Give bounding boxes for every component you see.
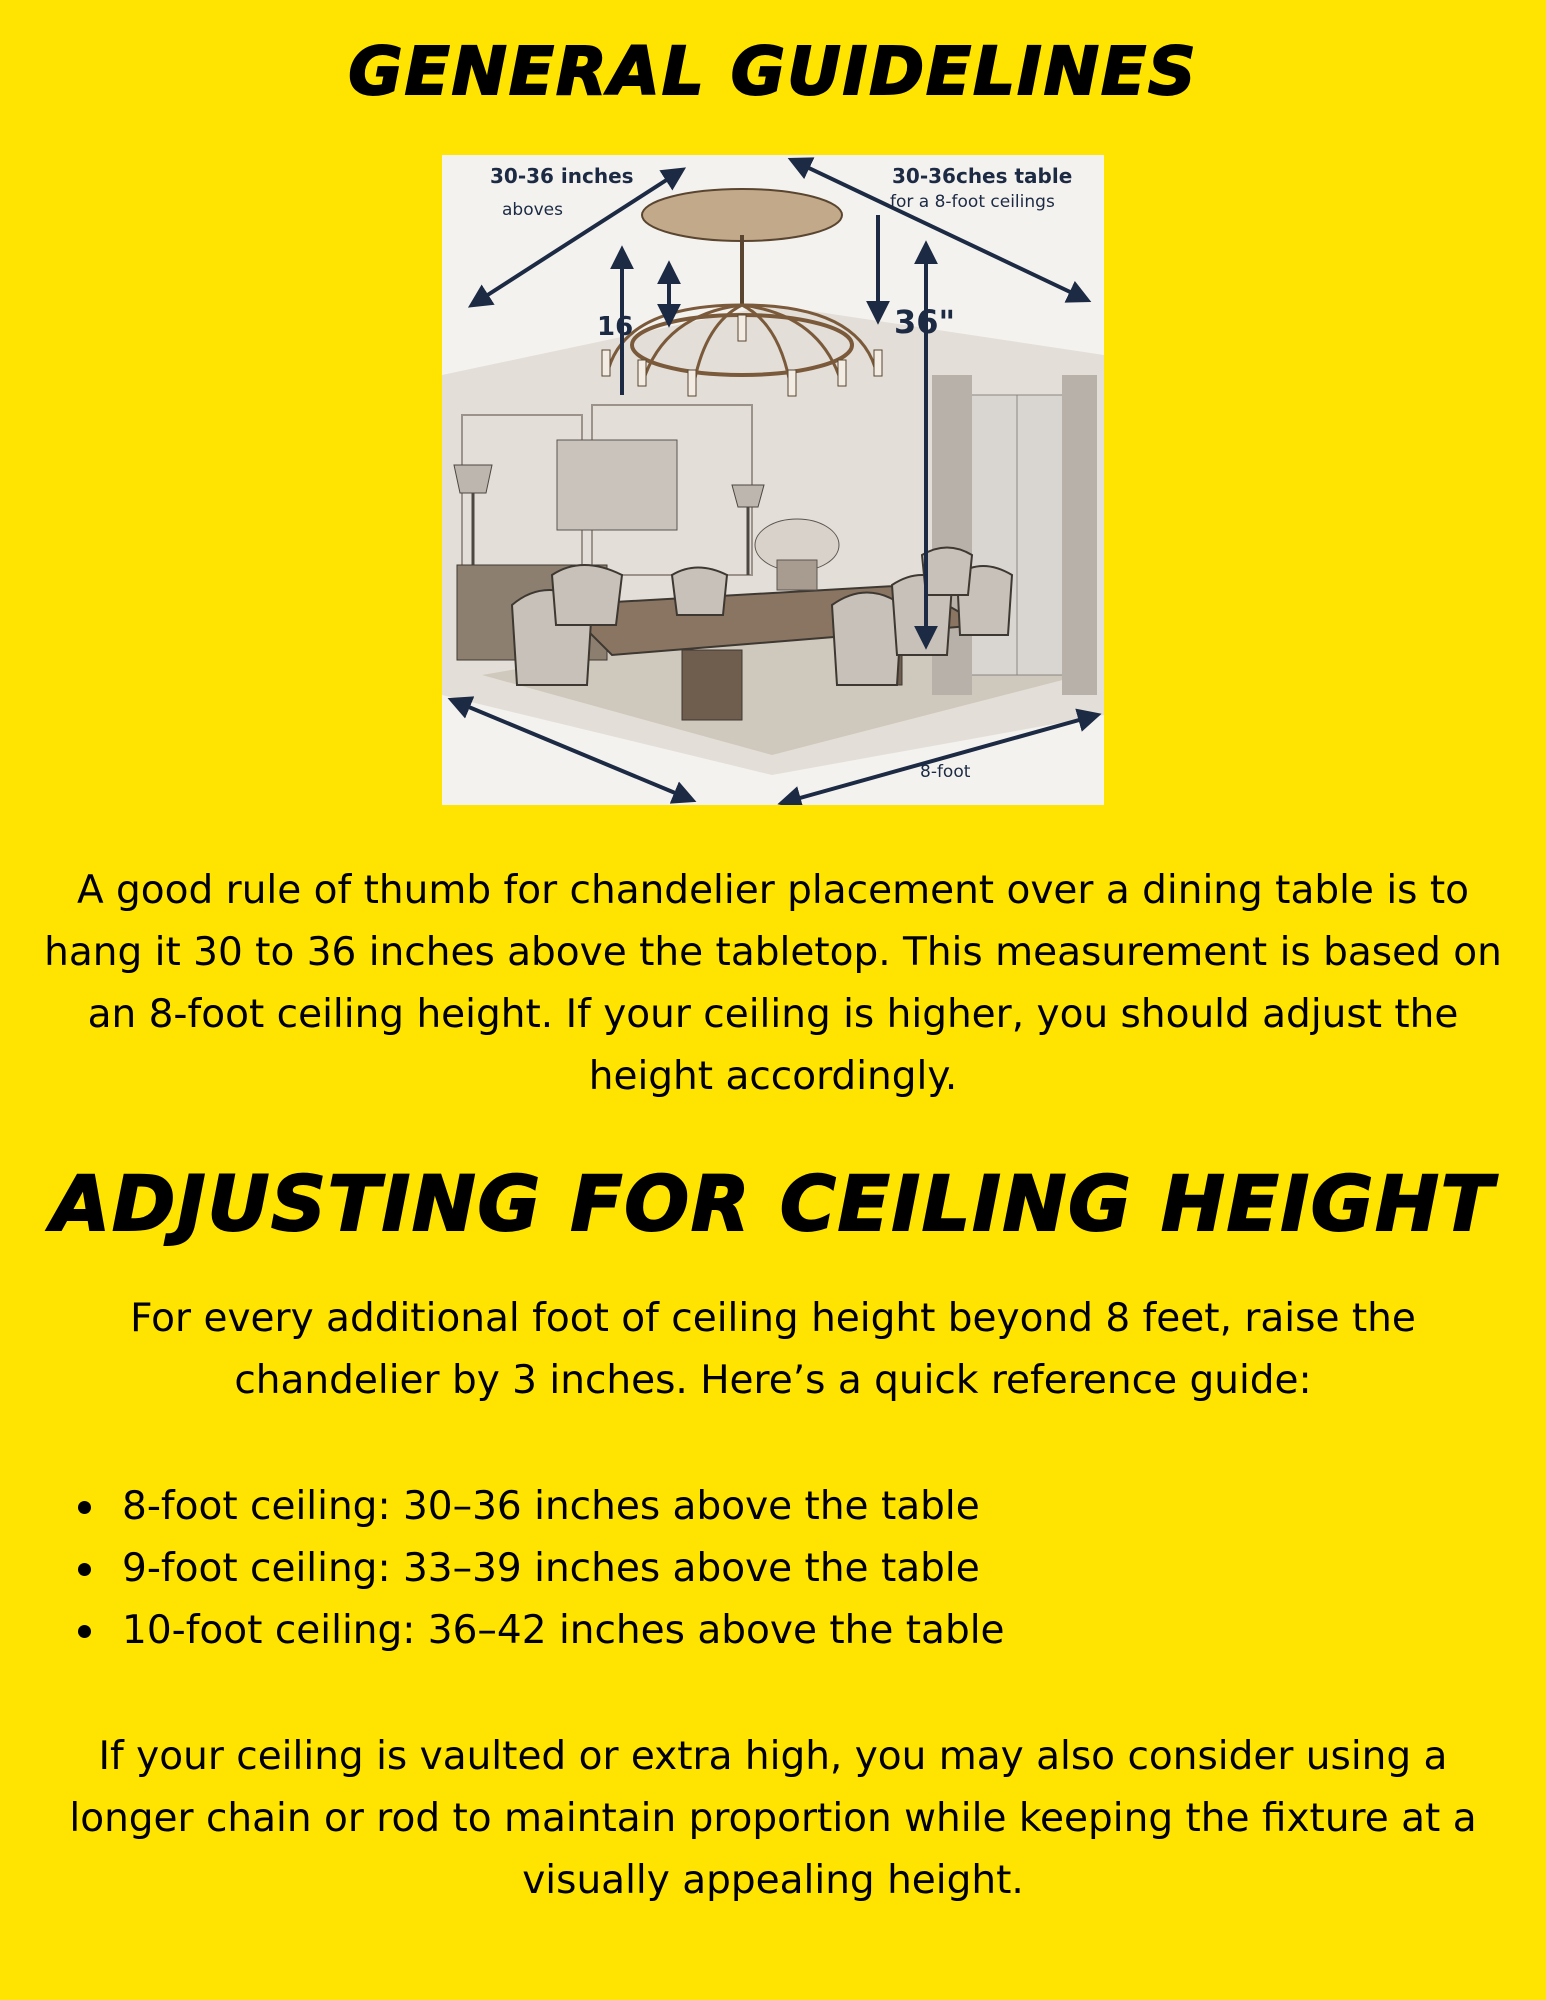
section-heading-adjusting-ceiling-height: ADJUSTING FOR CEILING HEIGHT: [51, 1159, 1495, 1248]
list-item: [60, 1476, 1005, 1538]
section-heading-general-guidelines: GENERAL GUIDELINES: [348, 33, 1198, 110]
bullet-icon: [78, 1501, 91, 1514]
label-top-left-2: aboves: [502, 200, 563, 220]
list-item-text: 9-foot ceiling: 33–39 inches above the table: [122, 1546, 980, 1591]
label-right-measure: 36": [894, 303, 956, 341]
bullet-icon: [78, 1625, 91, 1638]
label-top-right-2: for a 8-foot ceilings: [890, 192, 1055, 212]
label-top-right-1: 30-36ches table: [892, 164, 1073, 188]
vaulted-ceiling-paragraph: If your ceiling is vaulted or extra high, you may also consider using a longer chain or rod to maintain proportion while keeping the fixture at a visually appealing height.: [69, 1734, 1477, 1903]
label-top-left-1: 30-36 inches: [490, 164, 634, 188]
list-item-text: 10-foot ceiling: 36–42 inches above the table: [122, 1608, 1005, 1653]
reference-guide-list: [60, 1476, 1005, 1662]
every-foot-paragraph: For every additional foot of ceiling height beyond 8 feet, raise the chandelier by 3 inches. Here’s a quick reference guide:: [130, 1296, 1416, 1403]
rule-of-thumb-paragraph: A good rule of thumb for chandelier placement over a dining table is to hang it 30 to 36 inches above the tabletop. This measurement is based on an 8-foot ceiling height. If your ceiling is higher, you should adjust the height accordingly.: [44, 868, 1502, 1099]
list-item: [60, 1600, 1005, 1662]
label-left-measure: 16: [597, 312, 634, 342]
chandelier-dining-room-illustration: [442, 155, 1104, 805]
illustration-drawing: [442, 155, 1104, 805]
list-item-text: 8-foot ceiling: 30–36 inches above the table: [122, 1484, 980, 1529]
label-bottom: 8-foot: [920, 762, 971, 782]
bullet-icon: [78, 1563, 91, 1576]
list-item: [60, 1538, 1005, 1600]
